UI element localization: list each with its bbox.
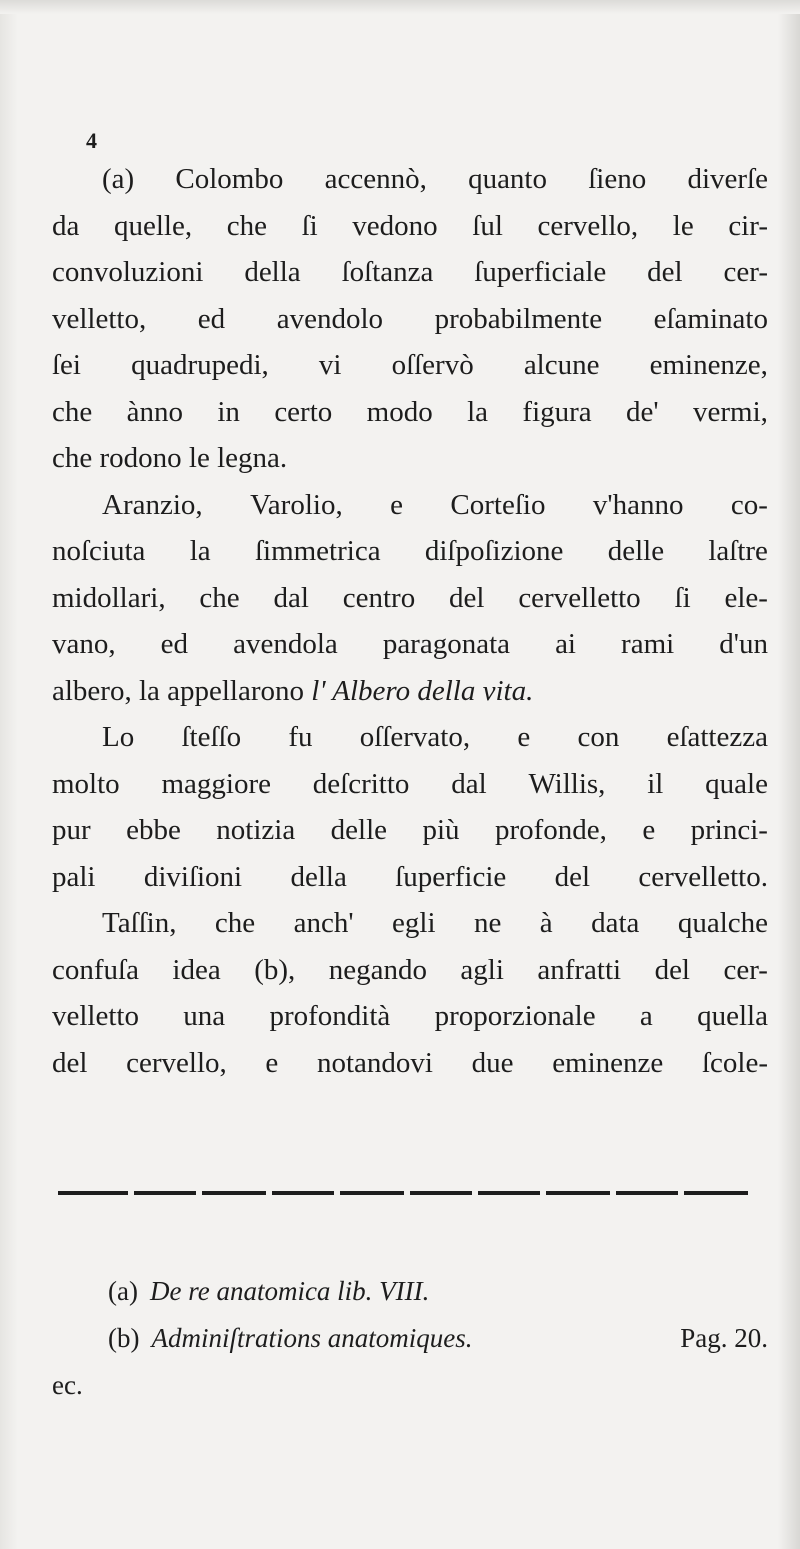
footnote-label: (b)	[108, 1323, 140, 1353]
text-span: albero, la appellarono	[52, 674, 305, 707]
body-text	[52, 156, 768, 1086]
text-line: midollari, che dal centro del cervelletto ſi ele-	[52, 581, 768, 614]
page-number: 4	[86, 128, 97, 153]
footnote-separator-rule	[58, 1191, 748, 1195]
footnotes	[52, 1268, 768, 1409]
text-line: che rodono le legna.	[52, 442, 288, 474]
text-line: pur ebbe notizia delle più profonde, e princi-	[52, 814, 768, 846]
text-line: confuſa idea (b), negando agli anfratti del cer-	[52, 953, 768, 986]
text-line: (a) Colombo accennò, quanto ſieno diverſe	[102, 163, 768, 195]
footnote-a	[52, 1268, 768, 1315]
scan-edge-top	[0, 0, 800, 14]
text-line: Lo ſteſſo fu oſſervato, e con eſattezza	[102, 721, 768, 753]
text-line: velletto una profondità proporzionale a quella	[52, 1000, 768, 1032]
paragraph-2	[52, 482, 768, 715]
paragraph-1	[52, 156, 768, 482]
footnote-page-ref: Pag. 20.	[680, 1323, 768, 1353]
scan-edge-left	[0, 0, 18, 1549]
text-line: pali diviſioni della ſuperficie del cervelletto.	[52, 860, 768, 893]
text-line: vano, ed avendola paragonata ai rami d'un	[52, 628, 768, 660]
footnote-label: (a)	[108, 1276, 138, 1306]
text-line: molto maggiore deſcritto dal Willis, il quale	[52, 767, 768, 800]
footnote-text: Adminiſtrations anatomiques.	[151, 1323, 473, 1353]
text-line: ſei quadrupedi, vi oſſervò alcune eminenze,	[52, 349, 768, 381]
footnote-b-continuation: ec.	[52, 1370, 83, 1400]
text-line: che ànno in certo modo la figura de' vermi,	[52, 395, 768, 428]
paragraph-3	[52, 714, 768, 900]
text-line: convoluzioni della ſoſtanza ſuperficiale del cer-	[52, 256, 768, 288]
footnote-text: De re anatomica lib. VIII.	[149, 1276, 430, 1306]
text-line: da quelle, che ſi vedono ſul cervello, le cir-	[52, 209, 768, 242]
scan-edge-right	[778, 0, 800, 1549]
text-line: velletto, ed avendolo probabilmente eſaminato	[52, 302, 768, 335]
text-line	[52, 668, 768, 715]
footnote-b	[52, 1315, 768, 1362]
paragraph-4	[52, 900, 768, 1086]
text-line: Taſſin, che anch' egli ne à data qualche	[102, 907, 768, 939]
text-line: Aranzio, Varolio, e Corteſio v'hanno co-	[102, 488, 768, 521]
italic-title: l' Albero della vita.	[311, 674, 534, 707]
text-line: noſciuta la ſimmetrica diſpoſizione delle laſtre	[52, 535, 768, 567]
text-line: del cervello, e notandovi due eminenze ſcole-	[52, 1046, 768, 1079]
